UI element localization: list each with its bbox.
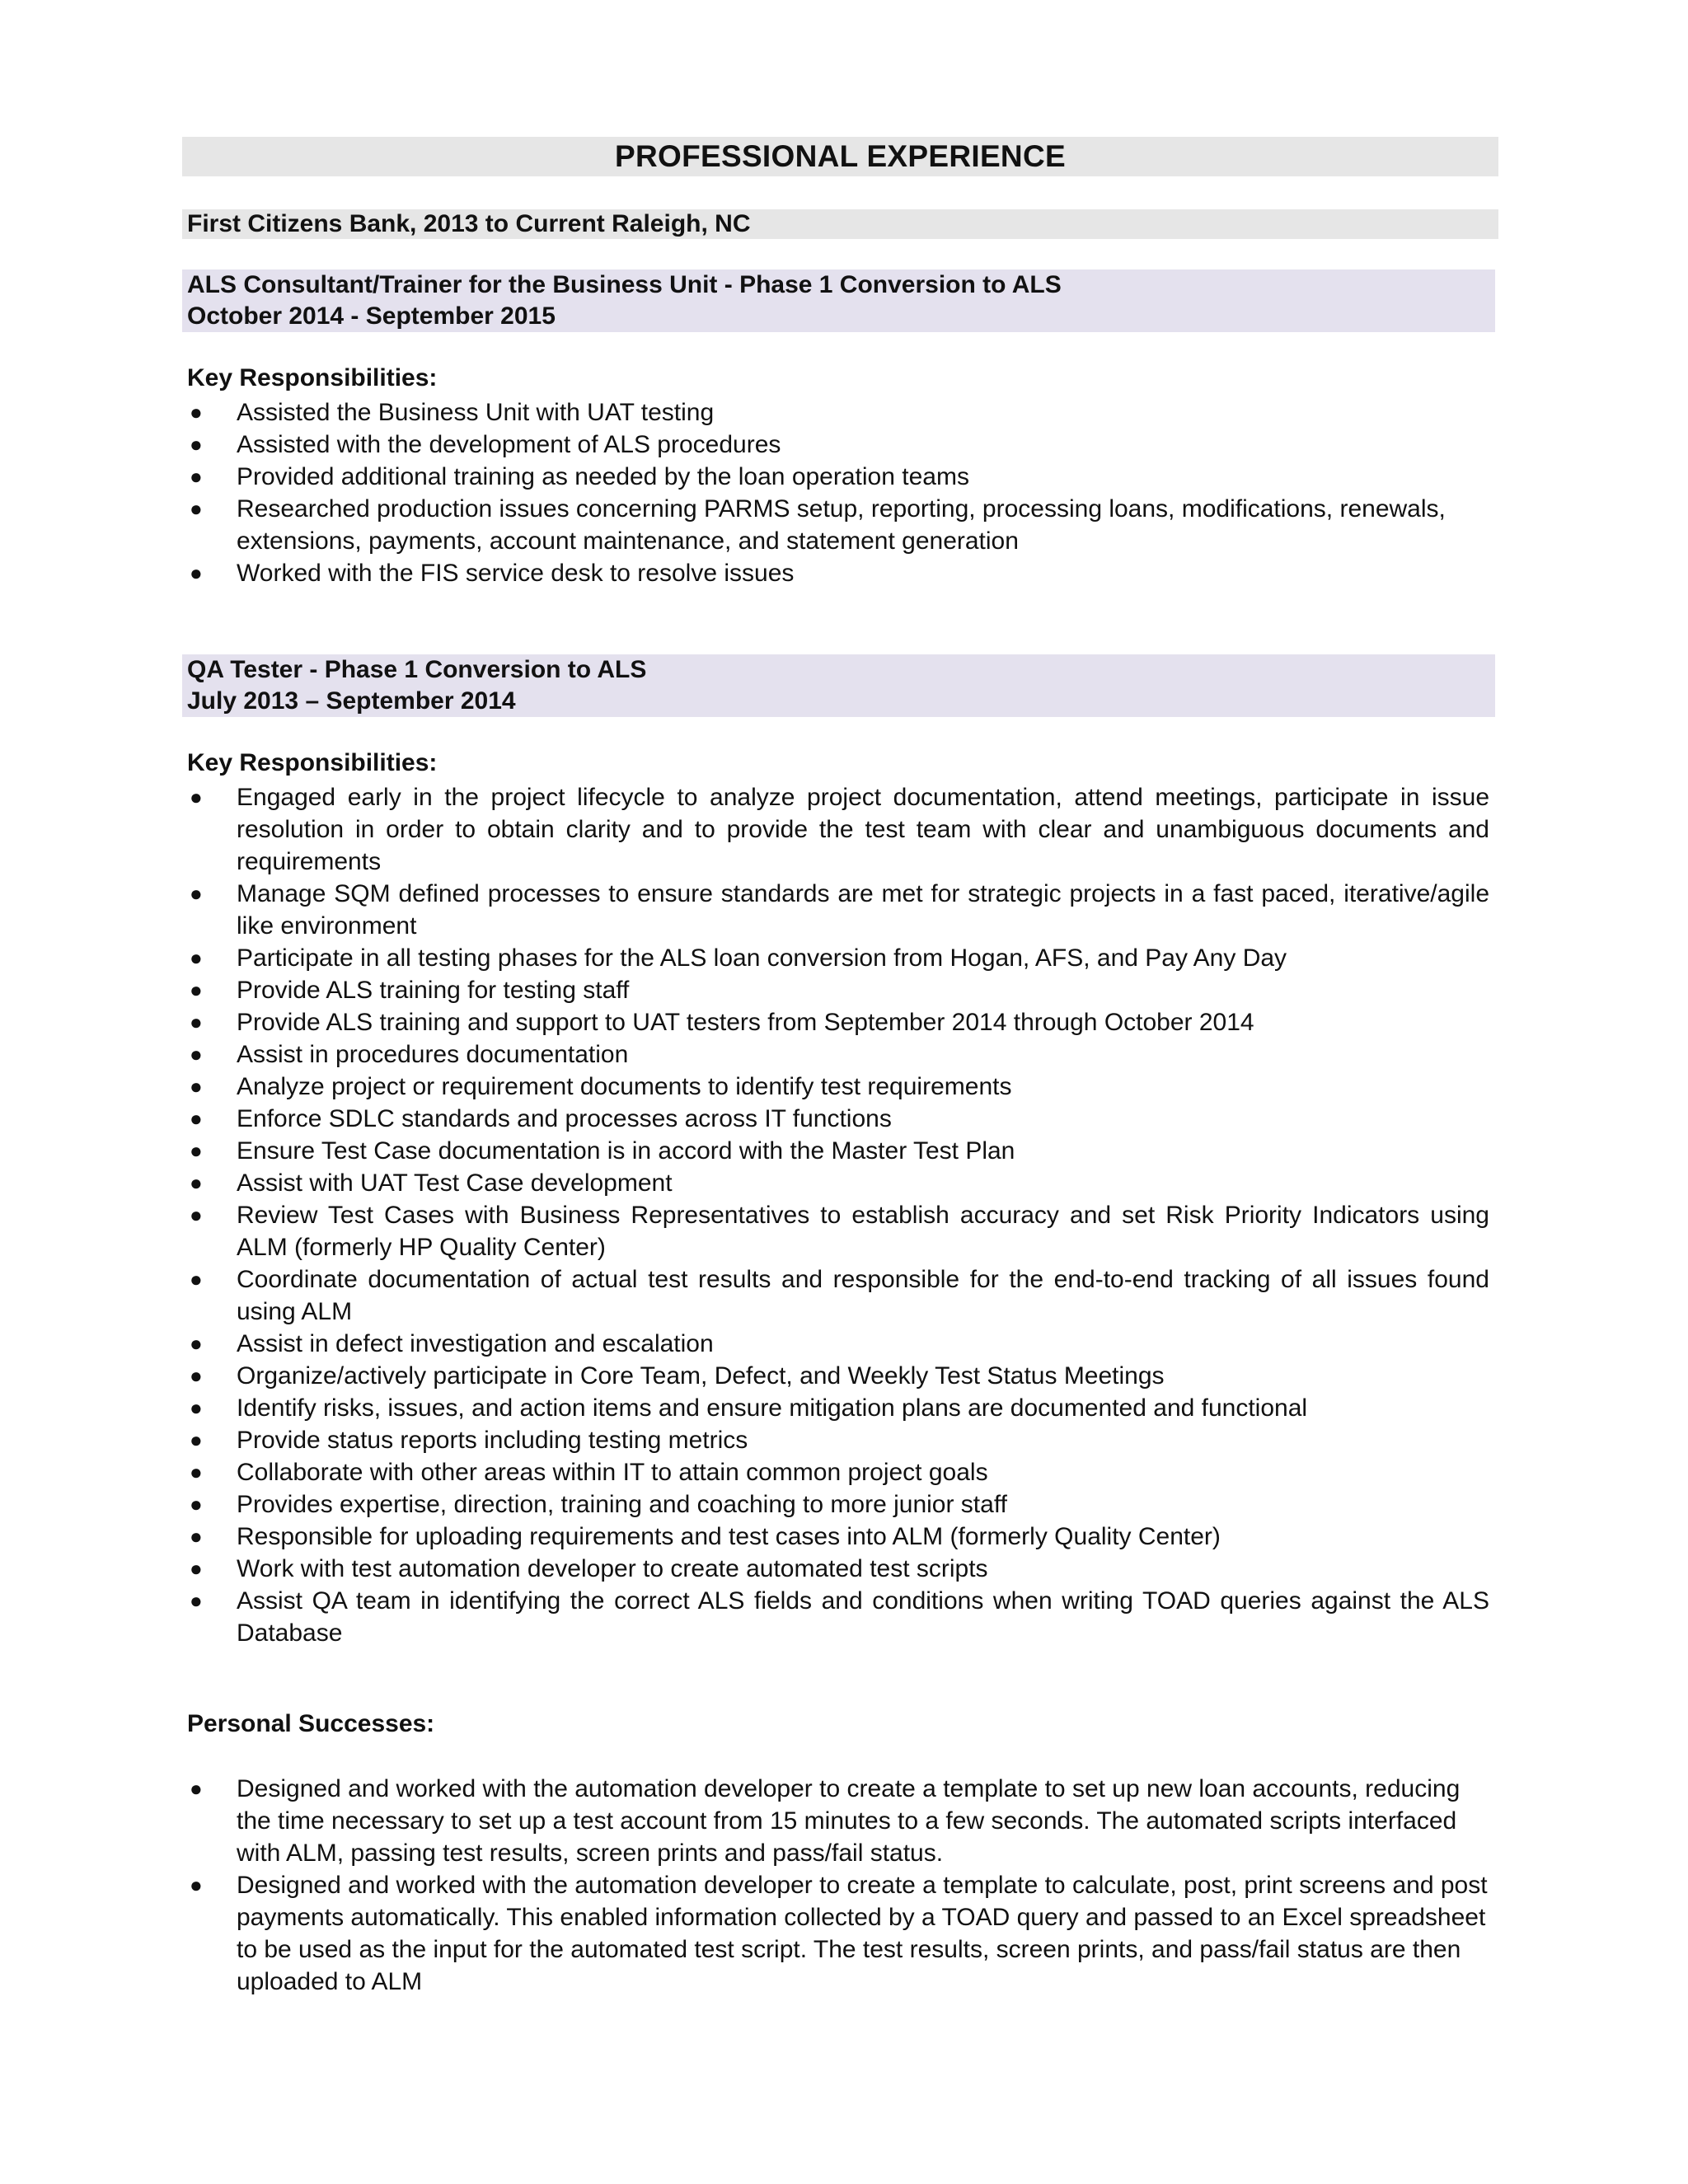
- list-item: ● Designed and worked with the automation developer to create a template to calculate, post, print screens and post payments automatically. This enabled information collected by a TOAD query and passed to an Excel spreadsheet to be used as the input for the automated test script. The test results, screen prints, and pass/fail status are then uploaded to ALM: [187, 1869, 1489, 1998]
- bullet-icon: ●: [190, 1492, 203, 1516]
- role-header-als-consultant: [182, 269, 1495, 332]
- list-item: ● Manage SQM defined processes to ensure standards are met for strategic projects in a fast paced, iterative/agile like environment: [187, 878, 1489, 942]
- role-dates: July 2013 – September 2014: [187, 687, 516, 715]
- list-item: ● Collaborate with other areas within IT to attain common project goals: [187, 1456, 1489, 1488]
- list-item: ● Assist in procedures documentation: [187, 1038, 1489, 1071]
- bullet-icon: ●: [190, 1170, 203, 1195]
- bullet-icon: ●: [190, 432, 203, 457]
- list-item: ● Assisted with the development of ALS procedures: [187, 429, 1489, 461]
- list-item: ● Provide ALS training for testing staff: [187, 974, 1489, 1006]
- bullet-icon: ●: [190, 945, 203, 970]
- list-item: ● Ensure Test Case documentation is in accord with the Master Test Plan: [187, 1135, 1489, 1167]
- list-item: ● Work with test automation developer to create automated test scripts: [187, 1553, 1489, 1585]
- bullet-icon: ●: [190, 1776, 203, 1801]
- list-item: ● Provide ALS training and support to UAT testers from September 2014 through October 2014: [187, 1006, 1489, 1038]
- list-item: ● Identify risks, issues, and action items and ensure mitigation plans are documented and functional: [187, 1392, 1489, 1424]
- list-item: ● Assist QA team in identifying the correct ALS fields and conditions when writing TOAD queries against the ALS Database: [187, 1585, 1489, 1649]
- list-item: ● Review Test Cases with Business Representatives to establish accuracy and set Risk Priority Indicators using ALM (formerly HP Quality Center): [187, 1199, 1489, 1263]
- bullet-icon: ●: [190, 1363, 203, 1388]
- bullet-icon: ●: [190, 464, 203, 489]
- list-item: ● Assisted the Business Unit with UAT testing: [187, 396, 1489, 429]
- list-item: ● Analyze project or requirement documents to identify test requirements: [187, 1071, 1489, 1103]
- bullet-icon: ●: [190, 400, 203, 424]
- list-item: ● Assist with UAT Test Case development: [187, 1167, 1489, 1199]
- bullet-icon: ●: [190, 1138, 203, 1163]
- key-responsibilities-heading: Key Responsibilities:: [187, 749, 438, 776]
- employer-heading: First Citizens Bank, 2013 to Current Raleigh, NC: [182, 209, 1498, 239]
- responsibilities-list-als-consultant: [187, 396, 1489, 589]
- bullet-icon: ●: [190, 785, 203, 809]
- list-item: ● Organize/actively participate in Core Team, Defect, and Weekly Test Status Meetings: [187, 1360, 1489, 1392]
- bullet-icon: ●: [190, 881, 203, 906]
- successes-list: [187, 1773, 1489, 1998]
- bullet-icon: ●: [190, 1588, 203, 1613]
- bullet-icon: ●: [190, 1395, 203, 1420]
- list-item: ● Engaged early in the project lifecycle to analyze project documentation, attend meetings, participate in issue resolution in order to obtain clarity and to provide the test team with clear and unambiguous documents and requirements: [187, 781, 1489, 878]
- list-item: ● Provided additional training as needed by the loan operation teams: [187, 461, 1489, 493]
- list-item: ● Enforce SDLC standards and processes across IT functions: [187, 1103, 1489, 1135]
- bullet-icon: ●: [190, 1042, 203, 1066]
- list-item: ● Worked with the FIS service desk to resolve issues: [187, 557, 1489, 589]
- bullet-icon: ●: [190, 560, 203, 585]
- list-item: ● Coordinate documentation of actual test results and responsible for the end-to-end tracking of all issues found using ALM: [187, 1263, 1489, 1328]
- list-item: ● Researched production issues concerning PARMS setup, reporting, processing loans, modifications, renewals, extensions, payments, account maintenance, and statement generation: [187, 493, 1489, 557]
- bullet-icon: ●: [190, 1202, 203, 1227]
- bullet-icon: ●: [190, 1872, 203, 1897]
- responsibilities-list-qa-tester: [187, 781, 1489, 1649]
- list-item: ● Responsible for uploading requirements and test cases into ALM (formerly Quality Center): [187, 1521, 1489, 1553]
- section-title: PROFESSIONAL EXPERIENCE: [182, 137, 1498, 176]
- bullet-icon: ●: [190, 496, 203, 521]
- list-item: ● Provide status reports including testing metrics: [187, 1424, 1489, 1456]
- bullet-icon: ●: [190, 1556, 203, 1581]
- bullet-icon: ●: [190, 1331, 203, 1356]
- list-item: ● Participate in all testing phases for the ALS loan conversion from Hogan, AFS, and Pay Any Day: [187, 942, 1489, 974]
- key-responsibilities-heading: Key Responsibilities:: [187, 364, 438, 391]
- bullet-icon: ●: [190, 1106, 203, 1131]
- bullet-icon: ●: [190, 977, 203, 1002]
- bullet-icon: ●: [190, 1074, 203, 1099]
- bullet-icon: ●: [190, 1267, 203, 1291]
- list-item: ● Assist in defect investigation and escalation: [187, 1328, 1489, 1360]
- personal-successes-heading: Personal Successes:: [187, 1710, 435, 1737]
- role-title: QA Tester - Phase 1 Conversion to ALS: [187, 656, 647, 683]
- role-header-qa-tester: [182, 654, 1495, 717]
- bullet-icon: ●: [190, 1524, 203, 1549]
- list-item: ● Provides expertise, direction, training and coaching to more junior staff: [187, 1488, 1489, 1521]
- role-title: ALS Consultant/Trainer for the Business Unit - Phase 1 Conversion to ALS: [187, 271, 1062, 298]
- bullet-icon: ●: [190, 1010, 203, 1034]
- list-item: ● Designed and worked with the automation developer to create a template to set up new loan accounts, reducing the time necessary to set up a test account from 15 minutes to a few seconds. The automated scripts interfaced with ALM, passing test results, screen prints and pass/fail status.: [187, 1773, 1489, 1869]
- bullet-icon: ●: [190, 1460, 203, 1484]
- bullet-icon: ●: [190, 1427, 203, 1452]
- role-dates: October 2014 - September 2015: [187, 302, 556, 330]
